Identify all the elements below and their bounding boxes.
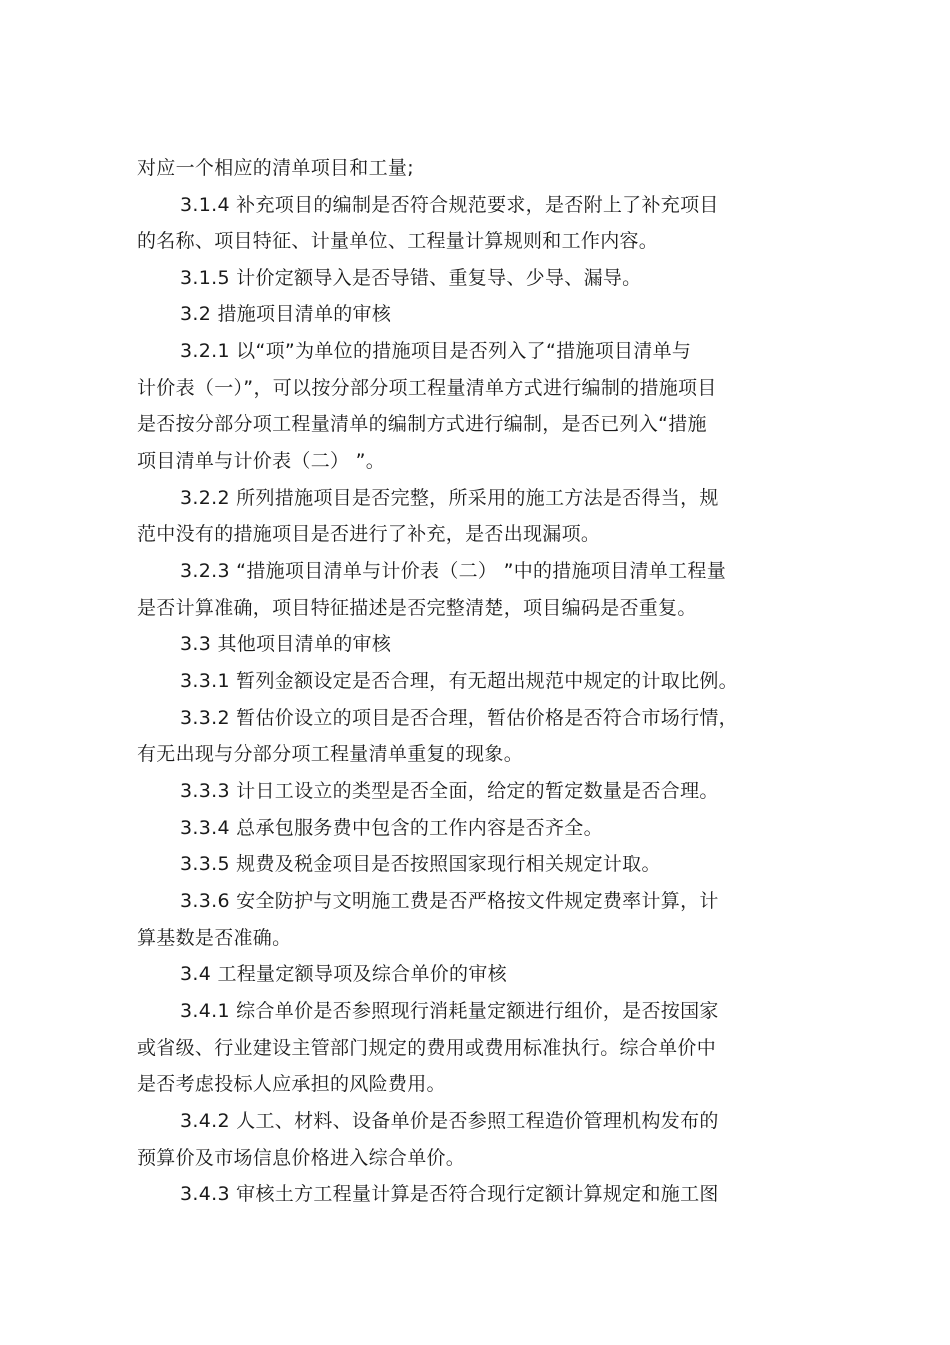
text-line: 3.2.2 所列措施项目是否完整，所采用的施工方法是否得当，规: [180, 487, 719, 509]
text-line: 3.3.1 暂列金额设定是否合理，有无超出规范中规定的计取比例。: [180, 670, 738, 692]
text-line: 有无出现与分部分项工程量清单重复的现象。: [137, 743, 524, 765]
text-line: 3.1.5 计价定额导入是否导错、重复导、少导、漏导。: [180, 267, 642, 289]
text-line: 是否考虑投标人应承担的风险费用。: [137, 1073, 446, 1095]
text-line: 3.3.6 安全防护与文明施工费是否严格按文件规定费率计算，计: [180, 890, 719, 912]
text-line: 3.4.3 审核土方工程量计算是否符合现行定额计算规定和施工图: [180, 1183, 719, 1205]
text-line: 计价表（一）”，可以按分部分项工程量清单方式进行编制的措施项目: [137, 377, 717, 399]
section-heading: 3.2 措施项目清单的审核: [180, 303, 392, 325]
text-line: 或省级、行业建设主管部门规定的费用或费用标准执行。综合单价中: [137, 1037, 717, 1059]
text-line: 是否按分部分项工程量清单的编制方式进行编制，是否已列入“措施: [137, 413, 707, 435]
text-line: 预算价及市场信息价格进入综合单价。: [137, 1147, 466, 1169]
section-heading: 3.4 工程量定额导项及综合单价的审核: [180, 963, 507, 985]
text-line: 3.3.2 暂估价设立的项目是否合理，暂估价格是否符合市场行情，: [180, 707, 738, 729]
text-line: 范中没有的措施项目是否进行了补充，是否出现漏项。: [137, 523, 601, 545]
text-line: 对应一个相应的清单项目和工量;: [137, 157, 414, 179]
text-line: 算基数是否准确。: [137, 927, 292, 949]
text-line: 3.4.1 综合单价是否参照现行消耗量定额进行组价，是否按国家: [180, 1000, 719, 1022]
text-line: 3.2.3 “措施项目清单与计价表（二） ”中的措施项目清单工程量: [180, 560, 727, 582]
text-line: 3.3.4 总承包服务费中包含的工作内容是否齐全。: [180, 817, 603, 839]
text-line: 的名称、项目特征、计量单位、工程量计算规则和工作内容。: [137, 230, 659, 252]
text-line: 3.2.1 以“项”为单位的措施项目是否列入了“措施项目清单与: [180, 340, 692, 362]
text-line: 3.3.5 规费及税金项目是否按照国家现行相关规定计取。: [180, 853, 661, 875]
text-line: 3.3.3 计日工设立的类型是否全面，给定的暂定数量是否合理。: [180, 780, 719, 802]
text-line: 3.4.2 人工、材料、设备单价是否参照工程造价管理机构发布的: [180, 1110, 719, 1132]
text-line: 3.1.4 补充项目的编制是否符合规范要求，是否附上了补充项目: [180, 194, 719, 216]
section-heading: 3.3 其他项目清单的审核: [180, 633, 392, 655]
text-line: 是否计算准确，项目特征描述是否完整清楚，项目编码是否重复。: [137, 597, 697, 619]
text-line: 项目清单与计价表（二） ”。: [137, 450, 386, 472]
